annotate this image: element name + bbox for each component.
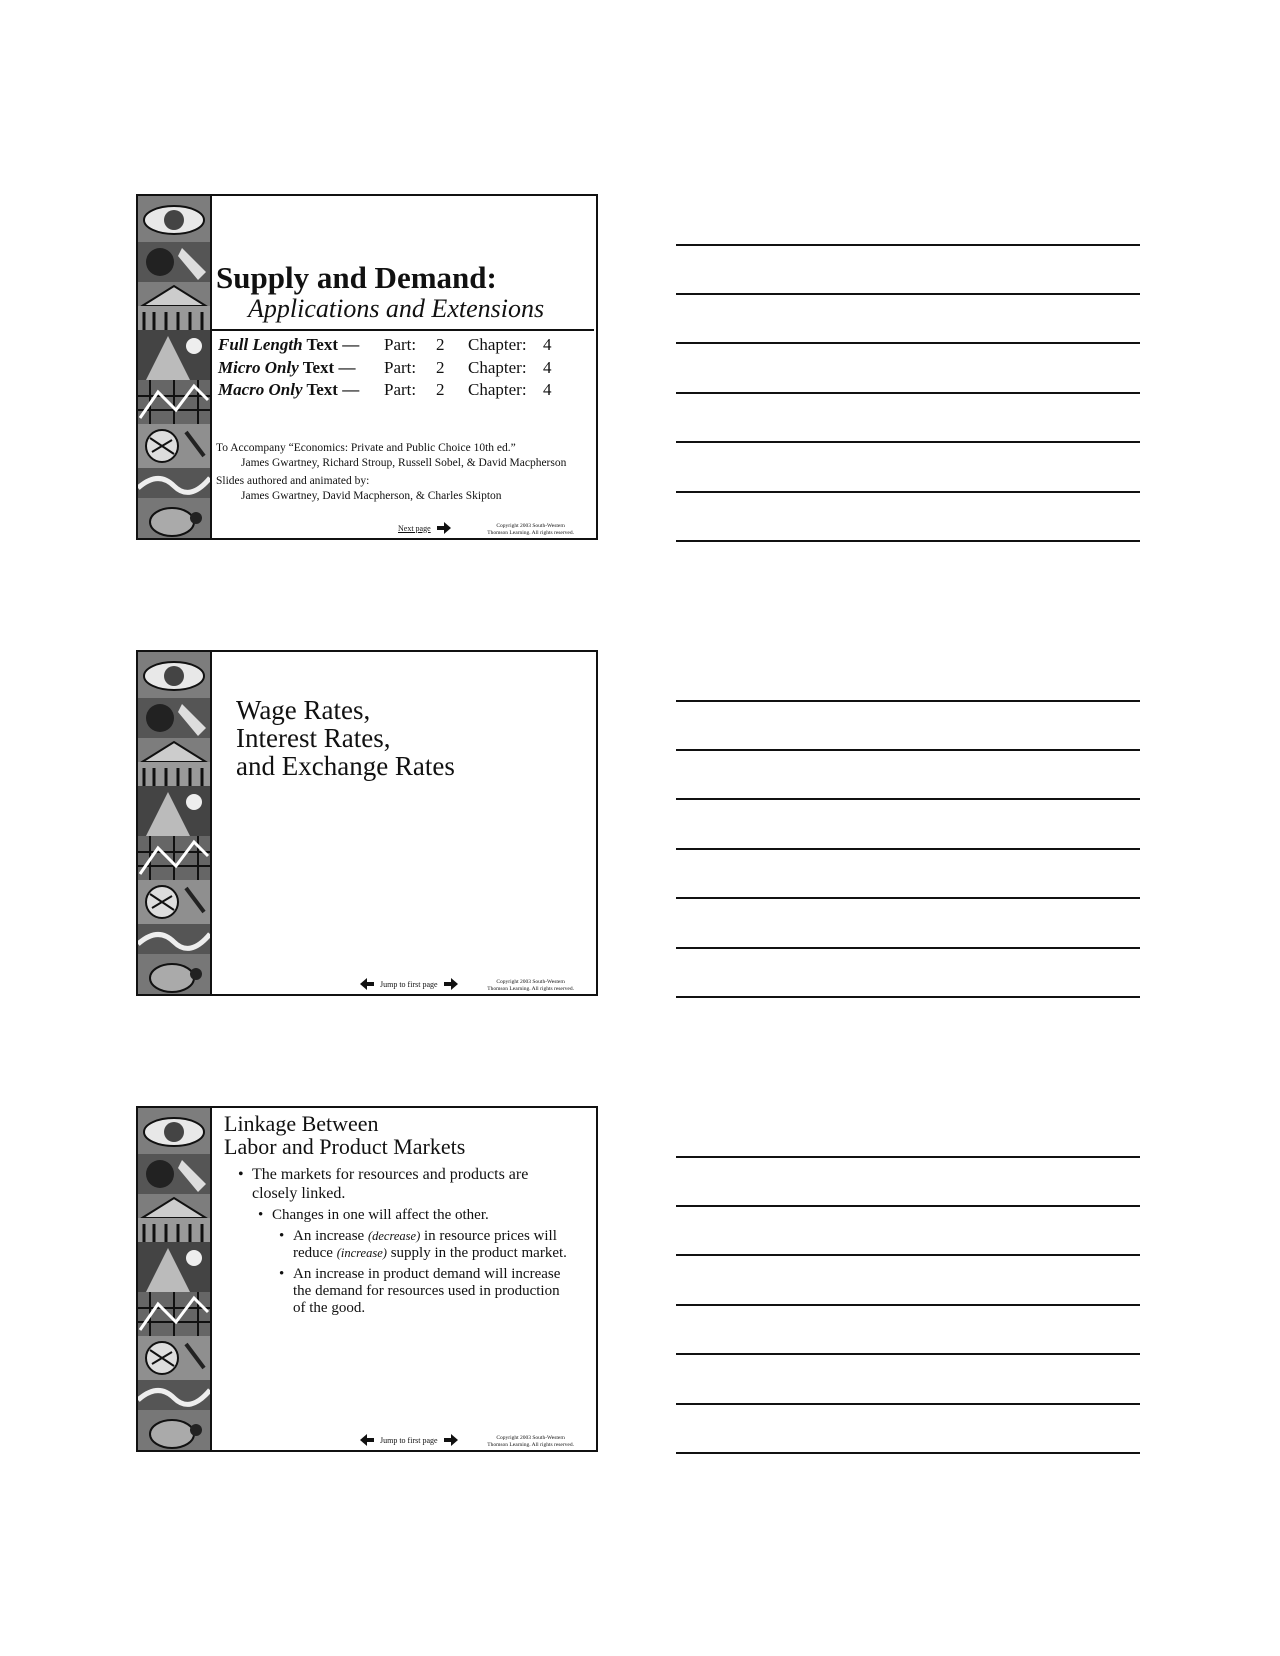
note-line — [676, 491, 1140, 493]
note-line — [676, 996, 1140, 998]
note-line — [676, 700, 1140, 702]
accompany-text: To Accompany “Economics: Private and Public Choice 10th ed.” — [216, 442, 516, 454]
note-line — [676, 441, 1140, 443]
note-line — [676, 1452, 1140, 1454]
slide-title: Linkage Between Labor and Product Markets — [224, 1111, 466, 1159]
note-line — [676, 1205, 1140, 1207]
next-page-link[interactable]: Next page — [398, 523, 431, 533]
list-item: • The markets for resources and products are closely linked. — [234, 1166, 574, 1203]
note-line — [676, 293, 1140, 295]
note-line — [676, 749, 1140, 751]
note-line — [676, 897, 1140, 899]
note-line — [676, 1353, 1140, 1355]
arrow-right-icon[interactable] — [437, 522, 451, 534]
slide-nav — [360, 978, 458, 990]
note-line — [676, 1403, 1140, 1405]
arrow-left-icon[interactable] — [360, 978, 374, 990]
slide-title: Supply and Demand: — [216, 260, 497, 295]
jump-to-first-page-link[interactable]: Jump to first page — [380, 1435, 438, 1445]
note-line — [676, 540, 1140, 542]
slide-2-content — [212, 652, 596, 994]
slide-nav — [398, 522, 451, 534]
divider — [212, 329, 594, 331]
note-line — [676, 1304, 1140, 1306]
note-line — [676, 342, 1140, 344]
arrow-left-icon[interactable] — [360, 1434, 374, 1446]
copyright: Copyright 2003 South-Western Thomson Learning. All rights reserved. — [487, 523, 574, 536]
slide-3 — [136, 1106, 598, 1452]
note-line — [676, 1156, 1140, 1158]
slide-1 — [136, 194, 598, 540]
note-line — [676, 798, 1140, 800]
credits — [216, 441, 566, 504]
slide-1-content: Supply and Demand: Applications and Extensions Full Length Text — Part: 2 Chapter: 4 Micro Only Text — Part: 2 Chapter: 4 Macro Only Text — Part: 2 Chapter: 4 To Accompany “Economics: Private and Public Choice 10th ed.” James Gwartney, Richard Stroup, Russell Sobel, & David Macpherson Slides authored and animated by: James Gwartney, David Macpherson, & Charles Skipton Next page Copyright 2003 South-Western Thomson Learning. All rights reserved. — [212, 196, 596, 538]
authors-text: James Gwartney, Richard Stroup, Russell Sobel, & David Macpherson — [241, 457, 567, 469]
slide-2 — [136, 650, 598, 996]
decorative-image-strip — [138, 196, 212, 538]
list-item: • Changes in one will affect the other. — [234, 1207, 574, 1224]
arrow-right-icon[interactable] — [444, 978, 458, 990]
list-item: • An increase in product demand will increase the demand for resources used in production of the good. — [234, 1266, 574, 1317]
copyright: Copyright 2003 South-Western Thomson Learning. All rights reserved. — [487, 1435, 574, 1448]
note-line — [676, 848, 1140, 850]
decorative-image-strip — [138, 1108, 212, 1450]
list-item: • An increase (decrease) in resource prices will reduce (increase) supply in the product market. — [234, 1228, 574, 1262]
slide-3-content — [212, 1108, 596, 1450]
copyright: Copyright 2003 South-Western Thomson Learning. All rights reserved. — [487, 979, 574, 992]
note-line — [676, 392, 1140, 394]
slide-title: Wage Rates, Interest Rates, and Exchange Rates — [236, 695, 455, 781]
slide-nav — [360, 1434, 458, 1446]
bullet-list — [234, 1166, 574, 1317]
animators-text: James Gwartney, David Macpherson, & Charles Skipton — [241, 490, 502, 502]
note-line — [676, 244, 1140, 246]
slides-by-text: Slides authored and animated by: — [216, 475, 370, 487]
jump-to-first-page-link[interactable]: Jump to first page — [380, 979, 438, 989]
decorative-image-strip — [138, 652, 212, 994]
arrow-right-icon[interactable] — [444, 1434, 458, 1446]
note-line — [676, 1254, 1140, 1256]
note-line — [676, 947, 1140, 949]
slide-subtitle: Applications and Extensions — [248, 294, 545, 323]
